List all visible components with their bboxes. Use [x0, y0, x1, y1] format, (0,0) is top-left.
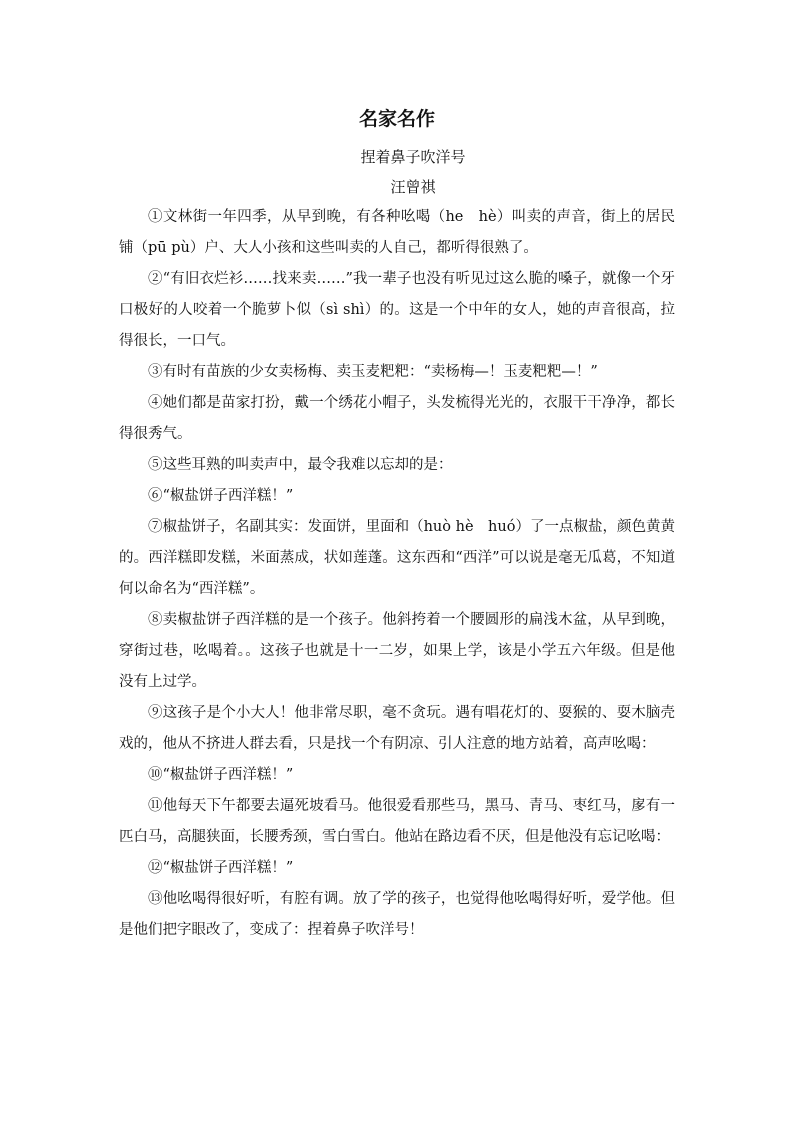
paragraph-9: ⑨这孩子是个小大人！他非常尽职，毫不贪玩。遇有唱花灯的、耍猴的、耍木脑壳戏的，他从不挤进人群去看，只是找一个有阴凉、引人注意的地方站着，高声吆喝： — [119, 705, 675, 752]
paragraph-12: ⑫“椒盐饼子西洋糕！” — [148, 860, 294, 876]
author-name: 汪曾祺 — [390, 178, 436, 196]
paragraph-10: ⑩“椒盐饼子西洋糕！” — [148, 767, 294, 783]
paragraph-7: ⑦椒盐饼子，名副其实：发面饼，里面和（huò hè huó）了一点椒盐，颜色黄黄的。西洋糕即发糕，米面蒸成，状如莲蓬。这东西和“西洋”可以说是毫无瓜葛，不知道何以命名为“西洋糕”。 — [119, 519, 675, 597]
paragraph-11: ⑪他每天下午都要去逼死坡看马。他很爱看那些马，黑马、青马、枣红马，扅有一匹白马，高腿狭面，长腰秀颈，雪白雪白。他站在路边看不厌，但是他没有忘记吆喝： — [119, 798, 675, 845]
section-title: 名家名作 — [358, 108, 435, 130]
paragraph-8: ⑧卖椒盐饼子西洋糕的是一个孩子。他斜挎着一个腰圆形的扁浅木盆，从早到晚，穿街过巷，吆喝着。。这孩子也就是十一二岁，如果上学，该是小学五六年级。但是他没有上过学。 — [119, 612, 675, 690]
paragraph-13: ⑬他吆喝得很好听，有腔有调。放了学的孩子，也觉得他吆喝得好听，爱学他。但是他们把字眼改了，变成了：捏着鼻子吹洋号！ — [119, 891, 675, 938]
paragraph-6: ⑥“椒盐饼子西洋糕！” — [148, 488, 294, 504]
paragraph-4: ④她们都是苗家打扮，戴一个绣花小帽子，头发梳得光光的，衣服干干净净，都长得很秀气。 — [119, 395, 675, 442]
article-title: 捏着鼻子吹洋号 — [360, 148, 466, 166]
paragraph-1: ①文林街一年四季，从早到晚，有各种吆喝（he hè）叫卖的声音，街上的居民铺（pū pù）户、大人小孩和这些叫卖的人自己，都听得很熟了。 — [119, 209, 675, 256]
paragraph-5: ⑤这些耳熟的叫卖声中，最令我难以忘却的是： — [148, 457, 453, 473]
article-body — [119, 202, 675, 946]
paragraph-2: ②“有旧衣烂衫……找来卖……”我一辈子也没有听见过这么脆的嗓子，就像一个牙口极好的人咬着一个脆萝卜似（sì shì）的。这是一个中年的女人，她的声音很高，拉得很长，一口气。 — [119, 271, 675, 349]
paragraph-3: ③有时有苗族的少女卖杨梅、卖玉麦粑粑：“卖杨梅—！玉麦粑粑—！” — [148, 364, 598, 380]
